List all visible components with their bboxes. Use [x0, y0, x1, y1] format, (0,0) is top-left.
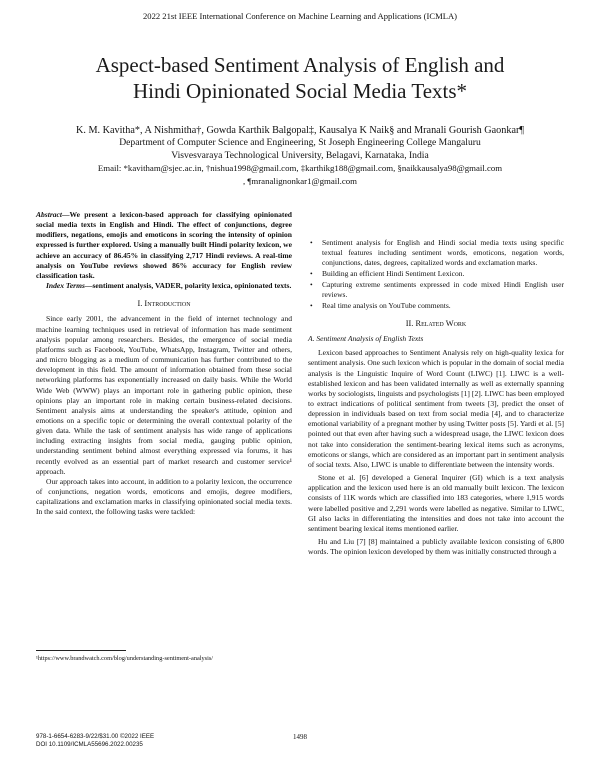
author-names: K. M. Kavitha*, A Nishmitha†, Gowda Karthik Balgopal‡, Kausalya K Naik§ and Mranali Gourish Gaonkar¶	[76, 125, 524, 136]
list-item: • Sentiment analysis for English and Hindi social media texts using specific textual features including sentiment words, emoticons, negation words, conjunctions, dates, degrees, capitalized words and exclamation marks.	[322, 238, 564, 268]
right-column	[308, 238, 564, 557]
intro-paragraph-2: Our approach takes into account, in addition to a polarity lexicon, the occurrence of conjunctions, negation words, emoticons and emojis, degree modifiers, capitalizations and exclamation marks in classifying opinionated social media texts. In the said context, the following tasks were tackled:	[36, 476, 292, 517]
task-list	[308, 238, 564, 311]
index-terms-label: Index Terms	[46, 281, 85, 291]
affiliation-department: Department of Computer Science and Engineering, St Joseph Engineering College Mangaluru	[119, 137, 481, 148]
index-terms-text: —sentiment analysis, VADER, polarity lexica, opinionated texts.	[84, 281, 292, 291]
page-number: 1498	[293, 733, 307, 741]
author-emails: Email: *kavitham@sjec.ac.in, †nishua1998@gmail.com, ‡karthikg188@gmail.com, §naikkausalya98@gmail.com	[97, 163, 503, 173]
related-work-paragraph-3: Hu and Liu [7] [8] maintained a publicly available lexicon consisting of 6,800 words. The opinion lexicon developed by them was initially constructed through a	[308, 537, 564, 557]
abstract	[36, 210, 292, 281]
intro-paragraph-1: Since early 2001, the advancement in the field of internet technology and machine learning techniques used in retrieval of information has made sentiment analysis popular among researchers. Besides, the emergence of social media platforms such as Facebook, YouTube, WhatsApp, Instagram, Twitter and others, and micro blogging as a medium of communication has further contributed to the development in this field. The amount of information obtained from these social networking platforms has exponentially increased on daily basis. While the World Wide Web (WWW) plays an important role in gathering public opinion, these opinions play an important role in making certain business-related decisions. Sentiment analysis aims at understanding the speaker's attitude, opinion and emotions on a specific topic or determining the overall contextual polarity of the given data. While the task of sentiment analysis has wide range of applications including extracting insights from social media, gauging public opinion, understanding sentiment behind almost everything expressed via forums, it has recently evolved as an essential part of market research and customer service¹ approach.	[36, 314, 292, 476]
conference-header: 2022 21st IEEE International Conference on Machine Learning and Applications (ICMLA)	[142, 11, 458, 21]
paper-title	[40, 52, 560, 104]
doi-line: DOI 10.1109/ICMLA55696.2022.00235	[36, 741, 143, 748]
list-item: • Capturing extreme sentiments expressed in code mixed Hindi English user reviews.	[322, 280, 564, 300]
affiliation-university: Visvesvaraya Technological University, Belagavi, Karnataka, India	[171, 149, 429, 161]
copyright-line: 978-1-6654-6283-9/22/$31.00 ©2022 IEEE	[36, 733, 155, 740]
section-heading-related-work: II. Related Work	[405, 318, 467, 328]
footnote: ¹https://www.brandwatch.com/blog/understanding-sentiment-analysis/	[36, 655, 214, 662]
subsection-heading-english: A. Sentiment Analysis of English Texts	[308, 334, 424, 344]
section-heading-introduction: I. Introduction	[137, 299, 191, 309]
list-item: • Building an efficient Hindi Sentiment Lexicon.	[322, 269, 564, 279]
footnote-rule	[36, 650, 126, 651]
related-work-paragraph-1: Lexicon based approaches to Sentiment Analysis rely on high-quality lexica for sentiment analysis. One such lexicon which is popular in the domain of social media analysis is the Linguistic Inquire of Word Count (LIWC) [1]. LIWC is a well-established lexicon and has been validated internally as well as externally spanning works by sociologists, linguists and psychologists [1] [2]. LIWC has been employed to extract indications of political sentiment from tweets [3], predict the onset of depression in individuals based on text from social media [4], and to characterize emotional variability of a pregnant mother by using Twitter posts [5]. Yardi et al. [5] pointed out that even after having such a widespread usage, the LIWC lexicon does not take into consideration the sentiment-bearing lexical items such as acronyms, emoticons or slangs, which are considered as an important part in sentiment analysis of social texts. Also, LIWC is unable to differentiate between the intensity words.	[308, 348, 564, 469]
title-line-2: Hindi Opinionated Social Media Texts*	[132, 79, 468, 103]
index-terms	[36, 281, 292, 291]
list-item: • Real time analysis on YouTube comments.	[322, 301, 564, 311]
author-emails-continued: , ¶mranalignonkar1@gmail.com	[243, 175, 357, 186]
abstract-text: —We present a lexicon-based approach for classifying opinionated social media texts in English and Hindi. The effect of conjunctions, degree modifiers, negations, emojis and emoticons in scoring the intensity of opinion expressed is further explored. Using a manually built Hindi polarity lexicon, we achieve an accuracy of 86.45% in classifying 2,717 Hindi reviews. A real-time analysis on YouTube reviews showed 86% accuracy for English review classification task.	[36, 210, 292, 280]
left-column	[36, 210, 292, 518]
abstract-label: Abstract	[36, 210, 62, 219]
title-line-1: Aspect-based Sentiment Analysis of English and	[95, 53, 505, 77]
related-work-paragraph-2: Stone et al. [6] developed a General Inquirer (GI) which is a text analysis application and the lexicon used here is an old manually built lexicon. The lexicon consists of 11K words which are classified into 183 categories, where 1,915 words were labelled positive and 2,291 words were labelled as negative. Similar to LIWC, GI also lacks in differentiating the intensities and does not take into account the sentiment bearing lexical items mentioned earlier.	[308, 473, 564, 533]
author-block	[20, 124, 580, 187]
